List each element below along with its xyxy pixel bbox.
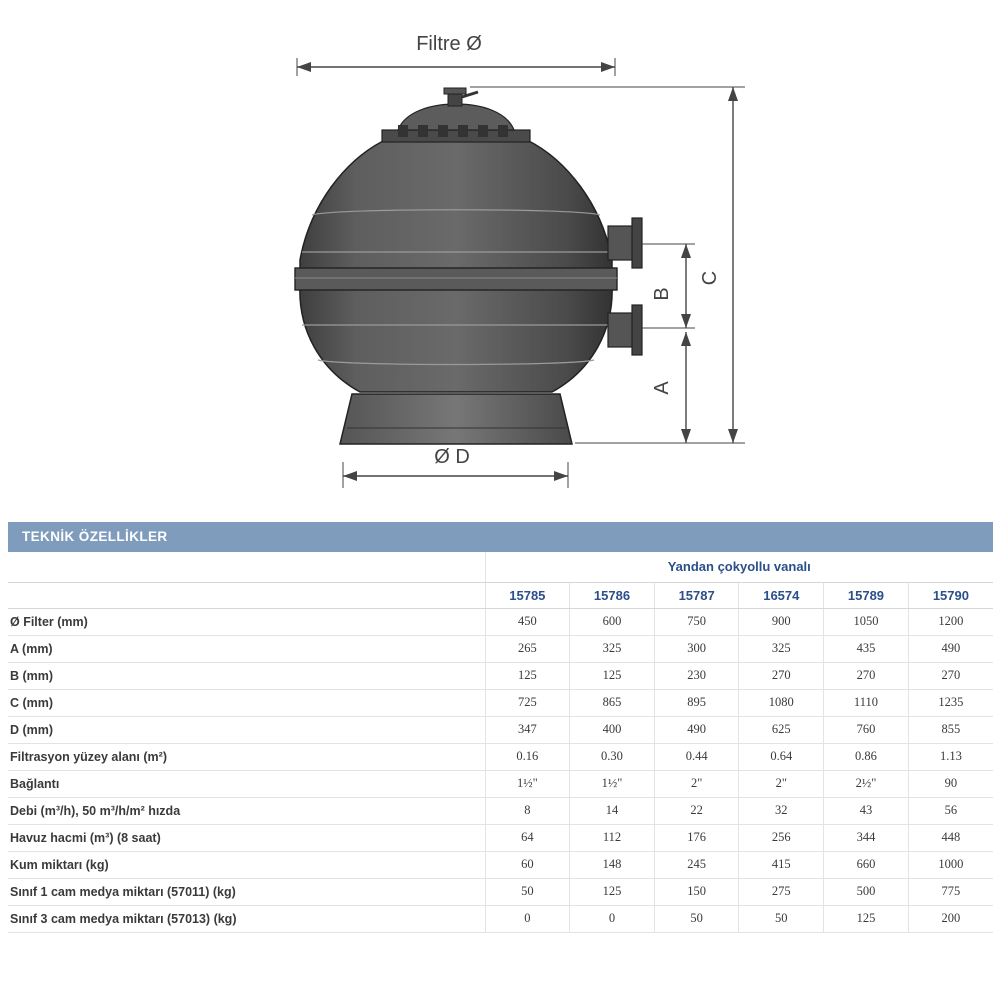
- spec-value: 125: [570, 878, 655, 905]
- spec-value: 14: [570, 797, 655, 824]
- spec-value: 32: [739, 797, 824, 824]
- spec-value: 725: [485, 689, 570, 716]
- product-codes-row: [8, 582, 993, 608]
- spec-row-label: Debi (m³/h), 50 m³/h/m² hızda: [8, 797, 485, 824]
- spec-value: 0: [485, 905, 570, 932]
- spec-value: 1½": [570, 770, 655, 797]
- spec-value: 2½": [824, 770, 909, 797]
- spec-row: [8, 635, 993, 662]
- product-code: 15787: [654, 582, 739, 608]
- spec-row: [8, 716, 993, 743]
- spec-value: 8: [485, 797, 570, 824]
- filter-diameter-dimension: [297, 33, 615, 76]
- spec-value: 0.86: [824, 743, 909, 770]
- spec-value: 64: [485, 824, 570, 851]
- spec-row: [8, 770, 993, 797]
- spec-value: 56: [908, 797, 993, 824]
- spec-row-label: C (mm): [8, 689, 485, 716]
- spec-value: 90: [908, 770, 993, 797]
- spec-value: 200: [908, 905, 993, 932]
- spec-row-label: Sınıf 1 cam medya miktarı (57011) (kg): [8, 878, 485, 905]
- spec-value: 450: [485, 608, 570, 635]
- spec-value: 415: [739, 851, 824, 878]
- spec-value: 1½": [485, 770, 570, 797]
- spec-value: 490: [654, 716, 739, 743]
- spec-value: 0: [570, 905, 655, 932]
- spec-row-label: Havuz hacmi (m³) (8 saat): [8, 824, 485, 851]
- product-code: 16574: [739, 582, 824, 608]
- spec-value: 1110: [824, 689, 909, 716]
- spec-value: 344: [824, 824, 909, 851]
- spec-value: 150: [654, 878, 739, 905]
- spec-row: [8, 662, 993, 689]
- spec-value: 0.30: [570, 743, 655, 770]
- spec-row: [8, 878, 993, 905]
- spec-value: 1000: [908, 851, 993, 878]
- dim-b-label: B: [651, 287, 673, 301]
- spec-row-label: Sınıf 3 cam medya miktarı (57013) (kg): [8, 905, 485, 932]
- spec-value: 347: [485, 716, 570, 743]
- spec-row: [8, 851, 993, 878]
- spec-value: 1080: [739, 689, 824, 716]
- spec-value: 230: [654, 662, 739, 689]
- spec-row-label: Ø Filter (mm): [8, 608, 485, 635]
- spec-value: 660: [824, 851, 909, 878]
- spec-value: 270: [739, 662, 824, 689]
- group-label: Yandan çokyollu vanalı: [485, 552, 993, 582]
- spec-value: 60: [485, 851, 570, 878]
- product-code: 15786: [570, 582, 655, 608]
- spec-value: 625: [739, 716, 824, 743]
- spec-value: 600: [570, 608, 655, 635]
- spec-value: 275: [739, 878, 824, 905]
- spec-value: 270: [908, 662, 993, 689]
- spec-value: 0.64: [739, 743, 824, 770]
- spec-value: 2": [654, 770, 739, 797]
- spec-row: [8, 797, 993, 824]
- spec-value: 500: [824, 878, 909, 905]
- spec-value: 2": [739, 770, 824, 797]
- spec-value: 1050: [824, 608, 909, 635]
- dim-c-label: C: [699, 270, 721, 286]
- filter-diameter-label: Filtre Ø: [416, 33, 482, 55]
- spec-value: 112: [570, 824, 655, 851]
- spec-value: 900: [739, 608, 824, 635]
- codes-blank: [8, 582, 485, 608]
- spec-row-label: Filtrasyon yüzey alanı (m²): [8, 743, 485, 770]
- spec-value: 775: [908, 878, 993, 905]
- product-code: 15785: [485, 582, 570, 608]
- product-code: 15790: [908, 582, 993, 608]
- spec-row-label: Bağlantı: [8, 770, 485, 797]
- spec-value: 22: [654, 797, 739, 824]
- spec-value: 895: [654, 689, 739, 716]
- spec-value: 760: [824, 716, 909, 743]
- spec-value: 50: [485, 878, 570, 905]
- group-header-row: [8, 552, 993, 582]
- spec-row: [8, 743, 993, 770]
- spec-value: 750: [654, 608, 739, 635]
- spec-value: 400: [570, 716, 655, 743]
- spec-value: 50: [739, 905, 824, 932]
- spec-row-label: D (mm): [8, 716, 485, 743]
- spec-value: 300: [654, 635, 739, 662]
- spec-value: 865: [570, 689, 655, 716]
- spec-value: 490: [908, 635, 993, 662]
- spec-value: 125: [824, 905, 909, 932]
- filter-tank: [295, 88, 642, 444]
- spec-row-label: B (mm): [8, 662, 485, 689]
- spec-value: 125: [485, 662, 570, 689]
- spec-row-label: Kum miktarı (kg): [8, 851, 485, 878]
- spec-value: 325: [739, 635, 824, 662]
- spec-value: 265: [485, 635, 570, 662]
- group-header-blank: [8, 552, 485, 582]
- spec-value: 325: [570, 635, 655, 662]
- spec-row: [8, 824, 993, 851]
- spec-row: [8, 608, 993, 635]
- base-diameter-label: Ø D: [434, 446, 470, 468]
- spec-value: 50: [654, 905, 739, 932]
- dim-a-label: A: [651, 381, 673, 395]
- spec-value: 1235: [908, 689, 993, 716]
- spec-row: [8, 689, 993, 716]
- spec-row-label: A (mm): [8, 635, 485, 662]
- base-diameter-dimension: [343, 446, 568, 488]
- spec-value: 176: [654, 824, 739, 851]
- spec-value: 43: [824, 797, 909, 824]
- spec-value: 125: [570, 662, 655, 689]
- spec-value: 435: [824, 635, 909, 662]
- spec-value: 148: [570, 851, 655, 878]
- dim-b: [642, 244, 695, 328]
- spec-value: 0.16: [485, 743, 570, 770]
- technical-specifications: [8, 522, 993, 933]
- spec-value: 1200: [908, 608, 993, 635]
- product-code: 15789: [824, 582, 909, 608]
- spec-table: [8, 552, 993, 933]
- spec-value: 0.44: [654, 743, 739, 770]
- spec-value: 245: [654, 851, 739, 878]
- spec-value: 270: [824, 662, 909, 689]
- spec-value: 855: [908, 716, 993, 743]
- spec-value: 256: [739, 824, 824, 851]
- spec-value: 448: [908, 824, 993, 851]
- spec-value: 1.13: [908, 743, 993, 770]
- spec-title: TEKNİK ÖZELLİKLER: [8, 522, 993, 552]
- spec-row: [8, 905, 993, 932]
